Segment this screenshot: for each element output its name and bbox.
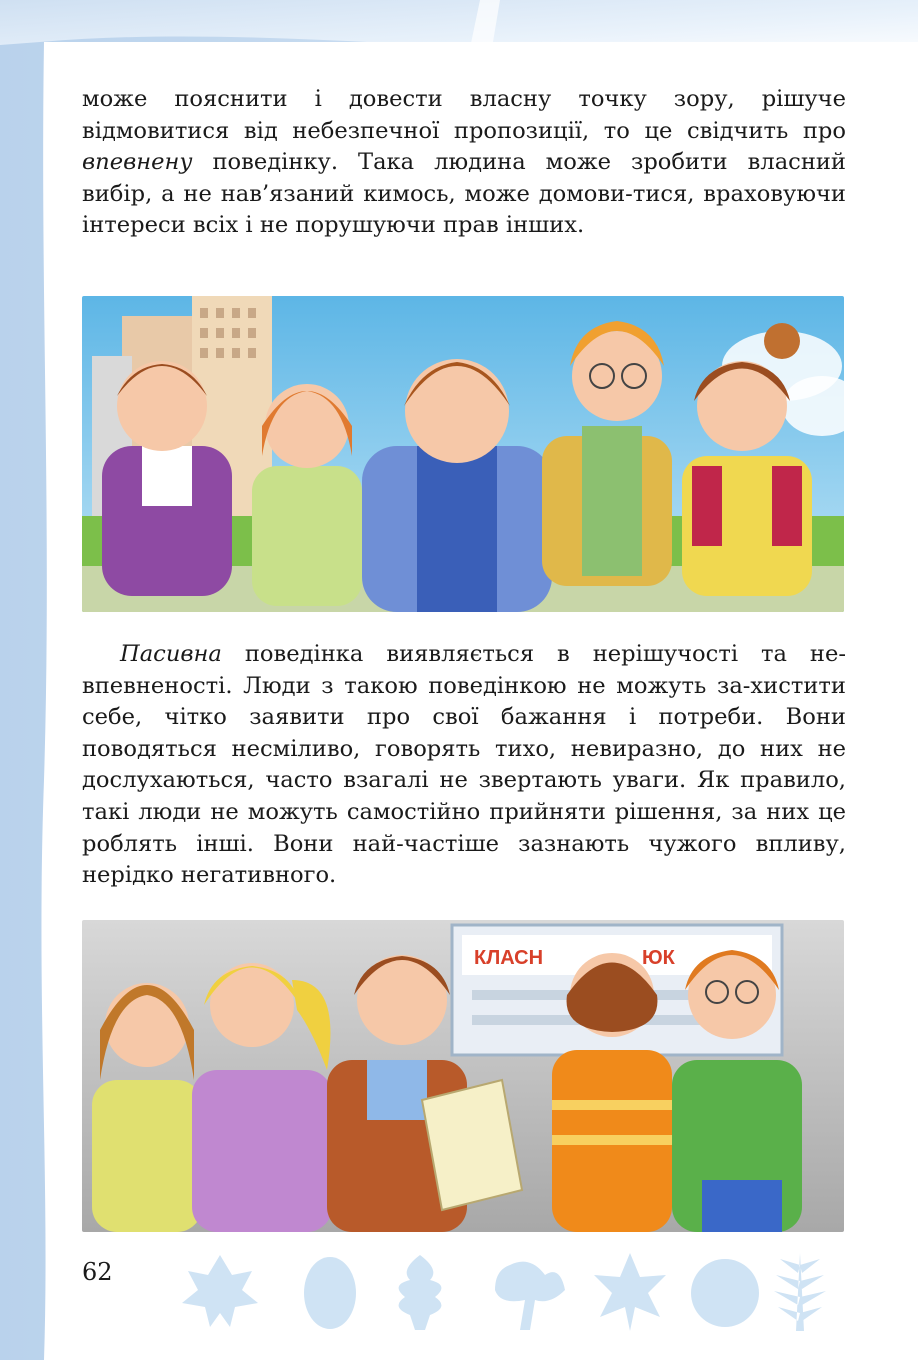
illustration-passive-children [82,920,844,1232]
paragraph-1-text-a: може пояснити і довести власну точку зору, рішуче відмовитися від небезпечної пропозиції, то це свідчить про [82,86,846,144]
fern-leaf-icon [774,1253,826,1331]
oval-leaf-icon [304,1257,356,1329]
star-leaf-icon [594,1253,666,1331]
sign-text-left: КЛАСН [474,947,544,969]
text-paragraph-assertive [82,84,846,242]
oak-leaf-icon [399,1255,442,1330]
chestnut-leaf-icon [495,1262,565,1330]
maple-leaf-icon [182,1255,258,1327]
sign-text-right: ЮК [642,947,675,969]
decorative-leaves-row [180,1245,860,1335]
text-paragraph-passive [82,639,846,892]
page-number: 62 [82,1258,113,1286]
paragraph-1-text-b: поведінку. Така людина може зробити власний вибір, а не нав’язаний кимось, може домови-тися, враховуючи інтереси всіх і не порушуючи прав інших. [82,149,846,239]
paragraph-2-emphasis: Пасивна [120,641,222,667]
illustration-confident-children [82,296,844,612]
round-leaf-icon [691,1259,759,1327]
paragraph-2-text: поведінка виявляється в нерішучості та не-впевненості. Люди з такою поведінкою не можуть за-хистити себе, чітко заявити про свої бажання і потреби. Вони поводяться несміливо, говорять тихо, невиразно, до них не дослухаються, часто взагалі не звертають уваги. Як правило, такі люди не можуть самостійно прийняти рішення, за них це роблять інші. Вони най-частіше зазнають чужого впливу, нерідко негативного. [82,641,846,889]
paragraph-1-emphasis: впевнену [82,149,193,176]
